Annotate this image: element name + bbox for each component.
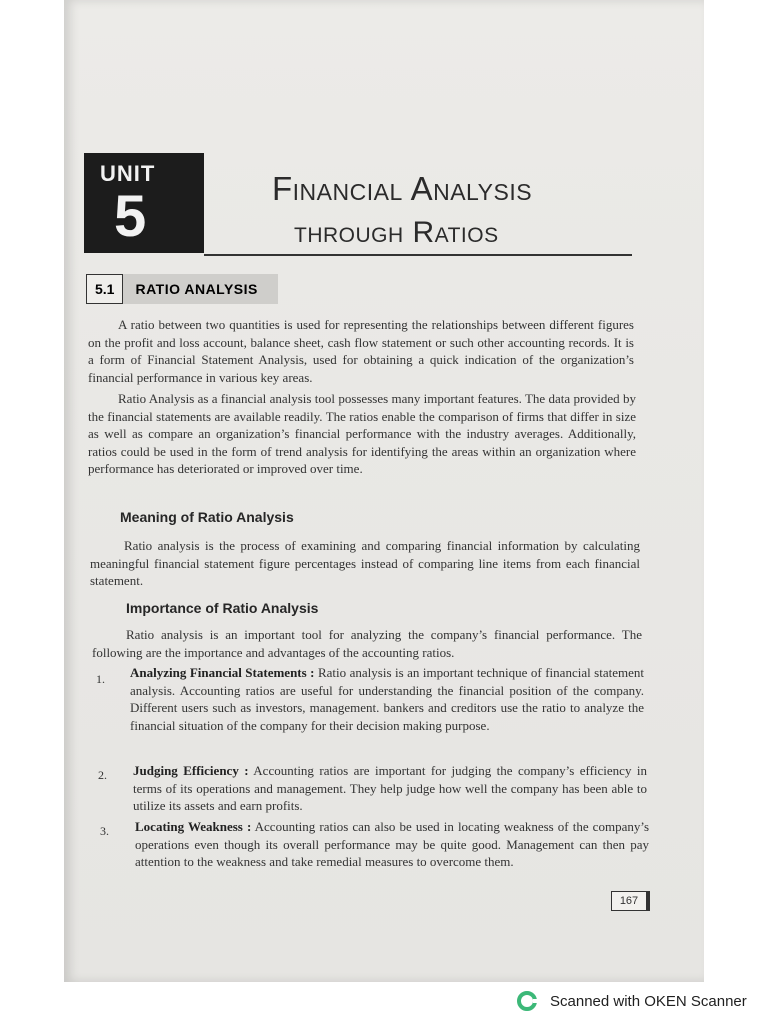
list-item [133, 762, 647, 815]
chapter-title-line-2: through Ratios [294, 216, 499, 249]
unit-number: 5 [114, 184, 147, 249]
scanner-logo-icon [516, 990, 540, 1012]
meaning-heading: Meaning of Ratio Analysis [120, 509, 294, 525]
paragraph-2: Ratio Analysis as a financial analysis tool possesses many important features. The data provided by the financial statements are available readily. The ratios enable the comparison of firms that differ in size as well as compare an organization’s financial performance with the industry averages. Additionally, ratios could be used in the form of trend analysis for identifying the areas within an organization where performance has deteriorated or improved over time. [88, 391, 636, 476]
page-number: 167 [611, 891, 650, 911]
list-item [135, 818, 649, 871]
scanner-watermark [516, 990, 747, 1012]
list-item [130, 664, 644, 734]
meaning-text: Ratio analysis is the process of examining and comparing financial information by calculating meaningful financial statement figure percentages instead of comparing line items from each financial statement. [90, 538, 640, 588]
list-item-term: Analyzing Financial Statements : [130, 665, 315, 680]
list-item-number: 1. [96, 672, 105, 686]
list-item-text: Accounting ratios can also be used in locating weakness of the company’s operations even though its overall performance may be quite good. Management can then pay attention to the weakness and take remedial measures to overcome them. [135, 819, 650, 869]
list-item-term: Locating Weakness : [135, 819, 252, 834]
unit-label: UNIT [100, 161, 156, 186]
list-item-number: 2. [98, 768, 107, 782]
list-item-text: Ratio analysis is an important technique of financial statement analysis. Accounting ratios are useful for understanding the financial position of the company. Different users such as investors, management. bankers and creditors use the ratio to analyze the financial situation of the company for their decision making purpose. [130, 665, 645, 733]
section-heading [86, 274, 278, 304]
section-number: 5.1 [86, 274, 123, 304]
unit-badge [84, 153, 204, 253]
list-item-text: Accounting ratios are important for judging the company’s efficiency in terms of its operations and management. They help judge how well the company has been able to utilize its assets and earn profits. [133, 763, 647, 813]
importance-intro: Ratio analysis is an important tool for analyzing the company’s financial performance. The following are the importance and advantages of the accounting ratios. [92, 627, 642, 660]
paragraph-1: A ratio between two quantities is used for representing the relationships between different figures on the profit and loss account, balance sheet, cash flow statement or such other accounting records. It is a form of Financial Statement Analysis, used for obtaining a quick indication of the organization’s financial performance in various key areas. [88, 317, 634, 385]
scanner-text: Scanned with OKEN Scanner [550, 992, 747, 1010]
chapter-title-line-1: Financial Analysis [272, 170, 533, 207]
title-divider [204, 254, 632, 256]
list-item-term: Judging Efficiency : [133, 763, 249, 778]
importance-heading: Importance of Ratio Analysis [126, 600, 319, 616]
list-item-number: 3. [100, 824, 109, 838]
section-title: RATIO ANALYSIS [123, 274, 277, 304]
